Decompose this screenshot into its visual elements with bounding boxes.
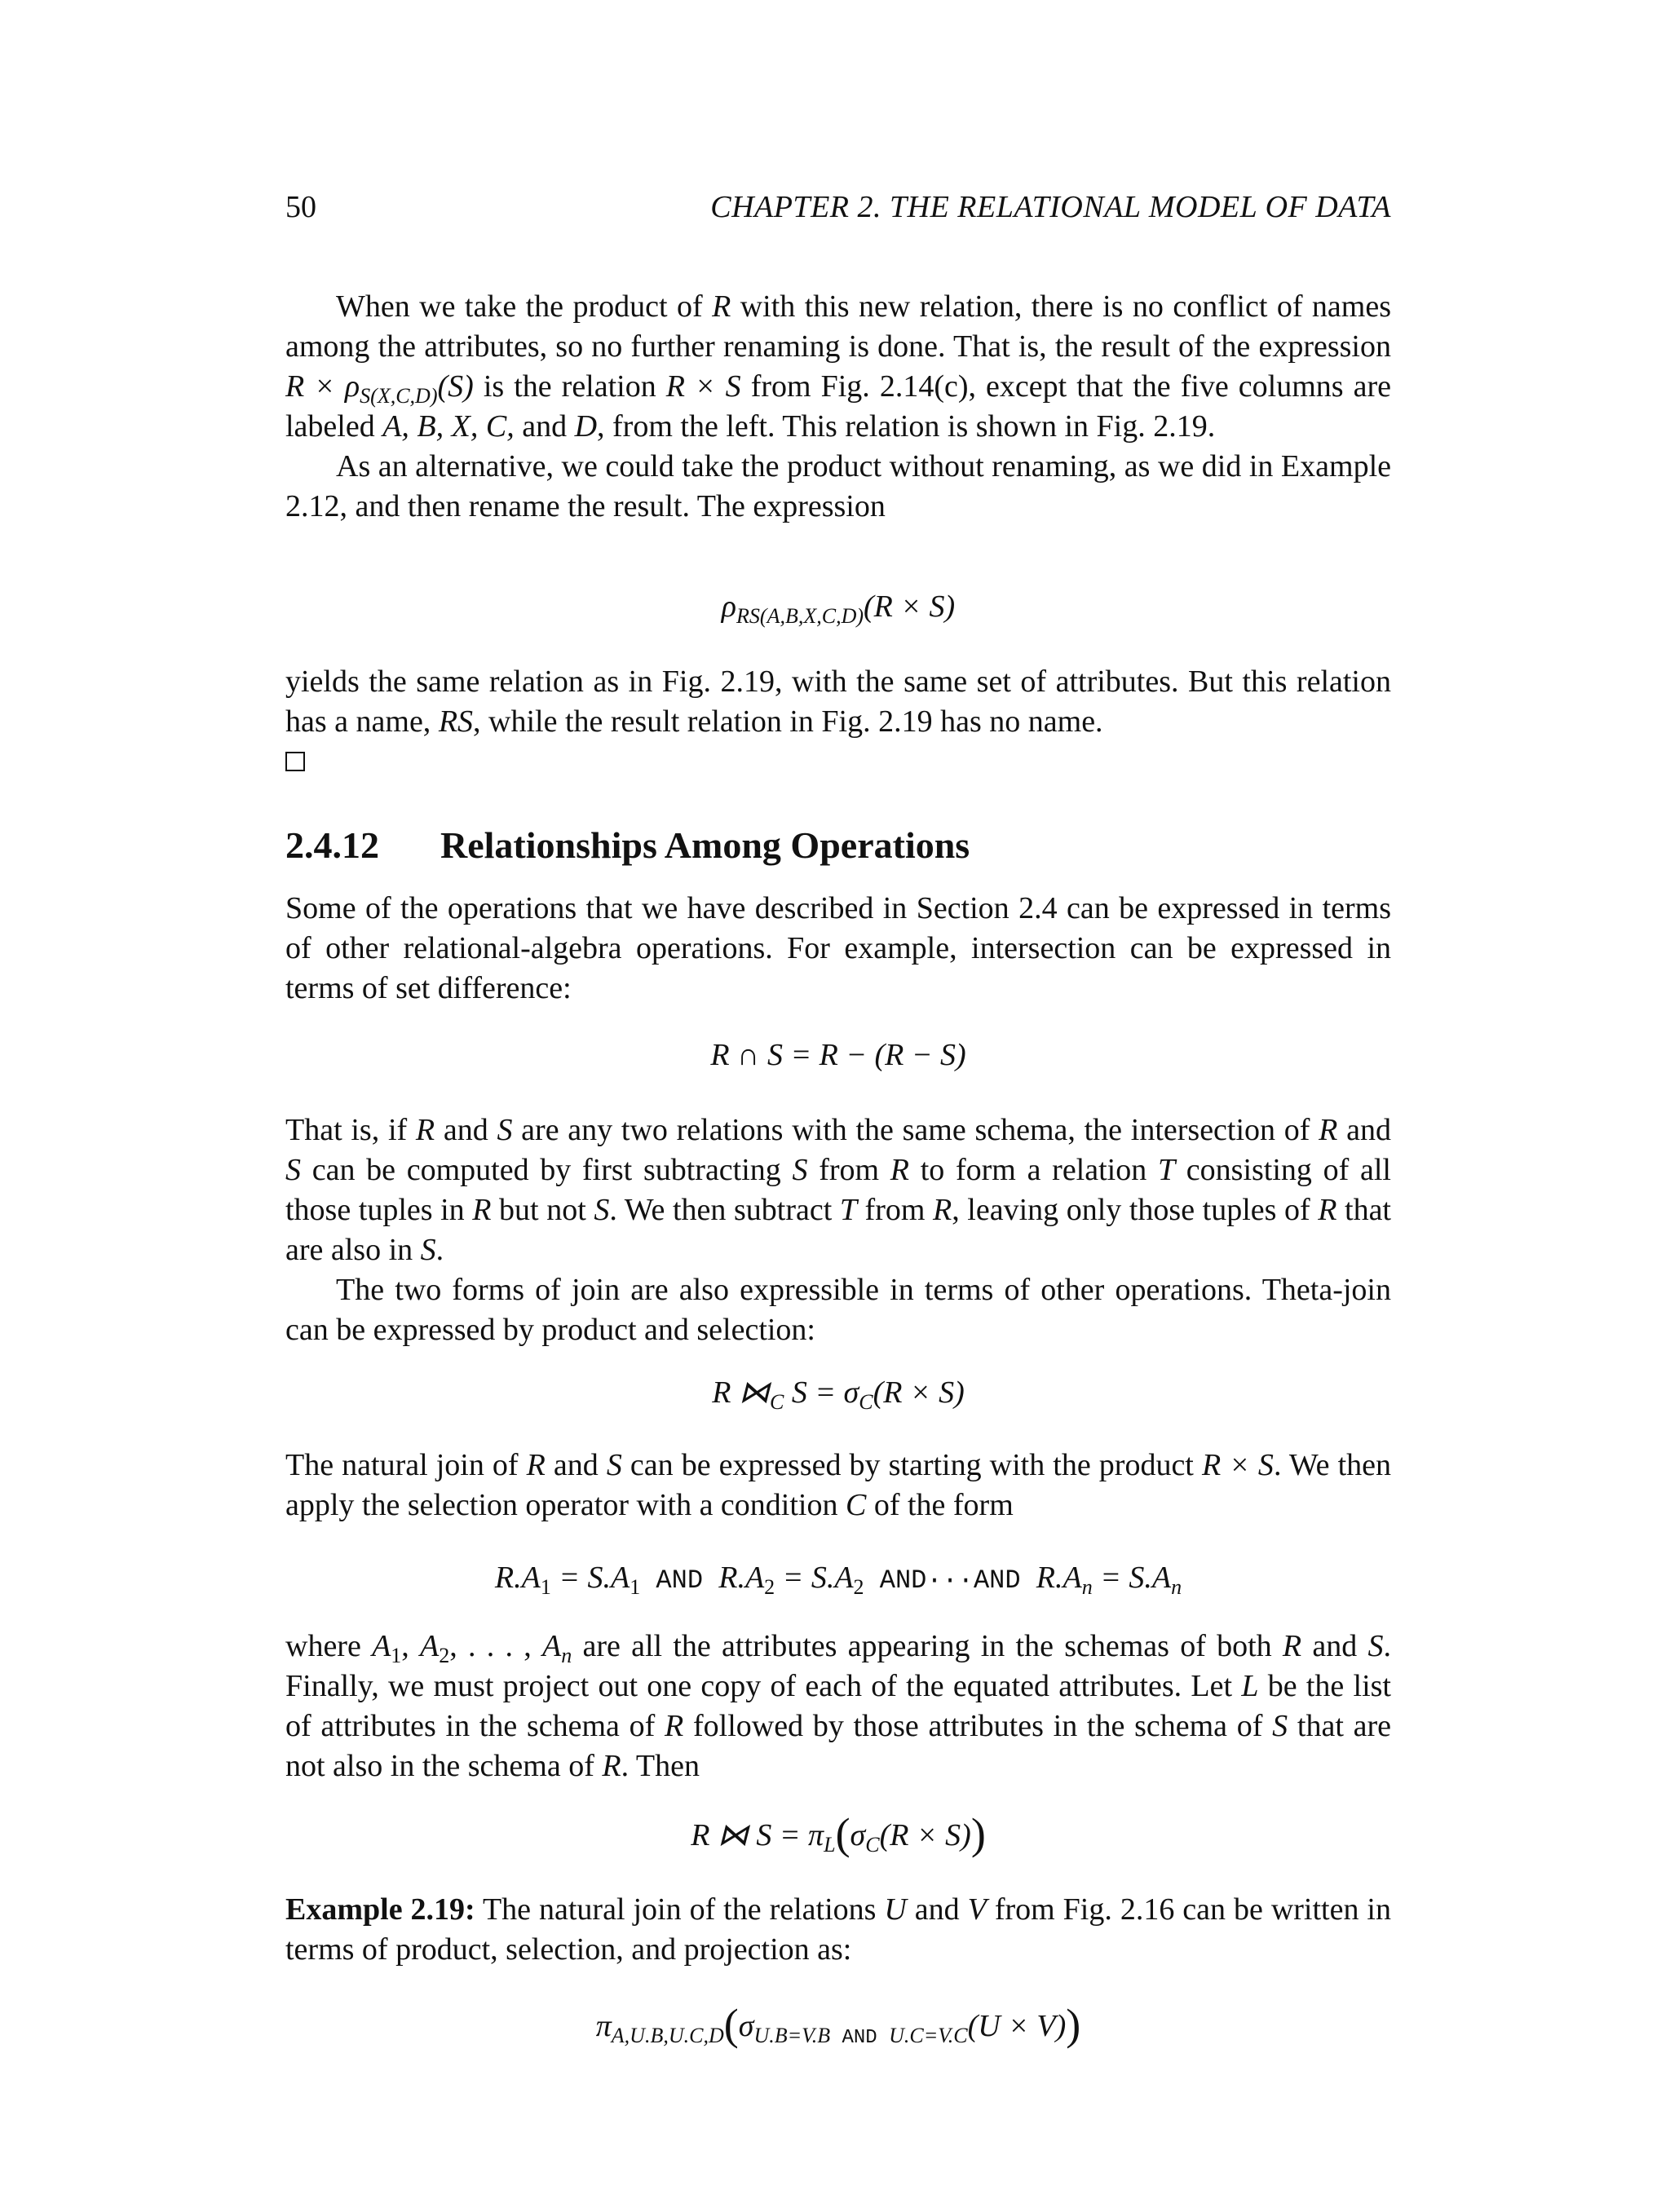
paragraph-1: When we take the product of R with this new relation, there is no conflict of names among the attributes, so no further renaming is done. That is, the result of the expression $R \times \rho_{S(X,C,D)}(S)$ is the relation R × S from Fig. 2.14(c), except that the five columns are labeled A, B, X, C, and D, from the left. This relation is shown in Fig. 2.19. As an alternative, we could take the product without renaming, as we did in Example 2.12, and then rename the result. The expression [285,287,1391,527]
paragraph-2: As an alternative, we could take the product without renaming, as we did in Example 2.12, and then rename the result. The expression [285,449,1391,523]
equation-natural-join: R ⋈ $S = \pi_L(\sigma_C(R \times S))$ [691,1809,986,1858]
paragraph-6: The two forms of join are also expressible in terms of other operations. Theta-join can be expressed by product and selection: [285,1273,1391,1347]
end-of-proof-box [285,752,305,771]
equation-intersection: R ∩ S = R − (R − S) [710,1038,966,1072]
equation-join-condition: $R.A_1 = S.A_1$ AND $R.A_2 = S.A_2$ AND···AND $R.A_n = S.A_n$ [494,1561,1182,1599]
paragraph-7: The natural join of R and S can be expressed by starting with the product R × S. We then apply the selection operator with a condition C of the form [285,1448,1391,1522]
example-paragraph: Example 2.19: The natural join of the relations U and V from Fig. 2.16 can be written in terms of product, selection, and projection as: [285,1892,1391,1967]
equation-theta-join: R $⋈_C$ $S = \sigma_C(R \times S)$ [712,1375,965,1414]
page-number: 50 [285,190,316,224]
running-header: CHAPTER 2. THE RELATIONAL MODEL OF DATA [710,190,1391,224]
paragraph-4: Some of the operations that we have described in Section 2.4 can be expressed in terms of other relational-algebra operations. For example, intersection can be expressed in terms of set difference: [285,891,1391,1005]
section-title: Relationships Among Operations [440,824,970,866]
paragraph-8: where $A_1$, $A_2$, . . . , $A_n$ are all the attributes appearing in the schemas of both R and S. Finally, we must project out one copy of each of the equated attributes. Let L be the list of attributes in the schema of R followed by those attributes in the schema of S that are not also in the schema of R. Then [285,1629,1391,1783]
paragraph-3: yields the same relation as in Fig. 2.19, with the same set of attributes. But this relation has a name, RS, while the result relation in Fig. 2.19 has no name. [285,662,1391,782]
example-label: Example 2.19: [285,1892,475,1927]
section-number: 2.4.12 [285,824,379,866]
paragraph-5: That is, if R and S are any two relations with the same schema, the intersection of R and S can be computed by first subtracting S from R to form a relation T consisting of all those tuples in R but not S. We then subtract T from R, leaving only those tuples of R that are also in S. The two forms of join are also expressible in terms of other operations. Theta-join can be expressed by product and selection: [285,1110,1391,1350]
section-heading [285,823,970,867]
equation-example: $\pi_{A,U.B,U.C,D}(\sigma_{U.B=V.B}$ $_{AND}$ $_{U.C=V.C}$(U × V)) [595,2000,1081,2049]
equation-rename: $\rho_{RS(A,B,X,C,D)}(R \times S)$ [721,589,956,628]
